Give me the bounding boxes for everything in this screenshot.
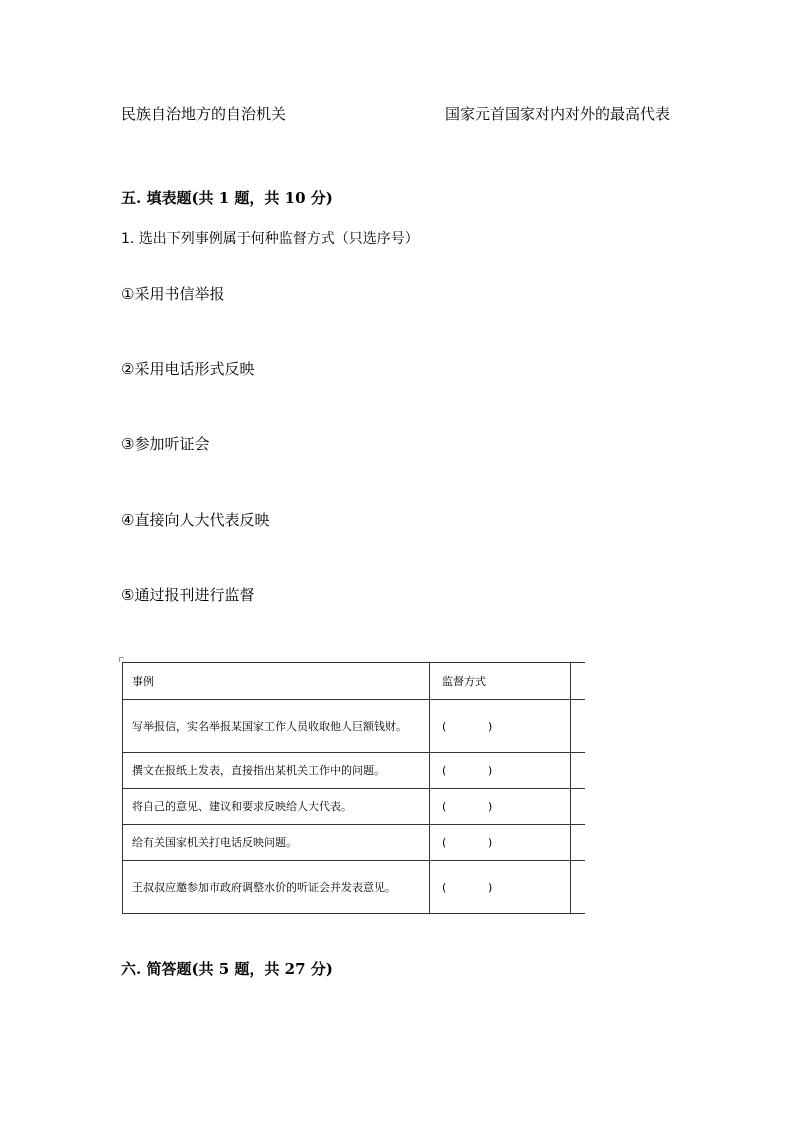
blank-open-paren: ( — [441, 880, 447, 894]
answer-blank-cell[interactable] — [429, 753, 570, 789]
blank-close-paren: ) — [487, 764, 493, 777]
answer-left-text: 民族自治地方的自治机关 — [121, 105, 287, 123]
option-item-2: ②采用电话形式反映 — [121, 360, 255, 378]
extra-cell — [571, 825, 586, 861]
header-event-cell: 事例 — [123, 663, 430, 700]
blank-open-paren: ( — [441, 800, 447, 813]
table-row — [123, 789, 586, 825]
answer-right-text: 国家元首国家对内对外的最高代表 — [445, 105, 671, 123]
supervision-table — [122, 662, 585, 914]
extra-cell — [571, 789, 586, 825]
answer-blank-cell[interactable] — [429, 700, 570, 753]
section-5-heading: 五. 填表题(共 1 题，共 10 分) — [121, 189, 333, 207]
header-method-cell: 监督方式 — [429, 663, 570, 700]
option-item-5: ⑤通过报刊进行监督 — [121, 586, 255, 604]
event-cell: 将自己的意见、建议和要求反映给人大代表。 — [123, 789, 430, 825]
option-item-3: ③参加听证会 — [121, 435, 210, 453]
blank-close-paren: ) — [487, 880, 493, 894]
blank-close-paren: ) — [487, 800, 493, 813]
answer-blank-cell[interactable] — [429, 789, 570, 825]
extra-cell — [571, 753, 586, 789]
blank-open-paren: ( — [441, 764, 447, 777]
option-item-1: ①采用书信举报 — [121, 285, 225, 303]
blank-close-paren: ) — [487, 836, 493, 849]
event-cell: 王叔叔应邀参加市政府调整水价的听证会并发表意见。 — [123, 861, 430, 914]
question-1-text: 1. 选出下列事例属于何种监督方式（只选序号） — [121, 231, 419, 247]
section-6-heading: 六. 简答题(共 5 题，共 27 分) — [121, 960, 333, 978]
event-cell: 写举报信，实名举报某国家工作人员收取他人巨额钱财。 — [123, 700, 430, 753]
table-row — [123, 825, 586, 861]
table-row — [123, 861, 586, 914]
table-row — [123, 753, 586, 789]
blank-close-paren: ) — [487, 719, 493, 733]
extra-cell — [571, 861, 586, 914]
blank-open-paren: ( — [441, 719, 447, 733]
option-item-4: ④直接向人大代表反映 — [121, 511, 270, 529]
event-cell: 给有关国家机关打电话反映问题。 — [123, 825, 430, 861]
header-extra-cell — [571, 663, 586, 700]
blank-open-paren: ( — [441, 836, 447, 849]
answer-blank-cell[interactable] — [429, 825, 570, 861]
table-header-row — [123, 663, 586, 700]
event-cell: 撰文在报纸上发表，直接指出某机关工作中的问题。 — [123, 753, 430, 789]
answer-blank-cell[interactable] — [429, 861, 570, 914]
extra-cell — [571, 700, 586, 753]
table-row — [123, 700, 586, 753]
